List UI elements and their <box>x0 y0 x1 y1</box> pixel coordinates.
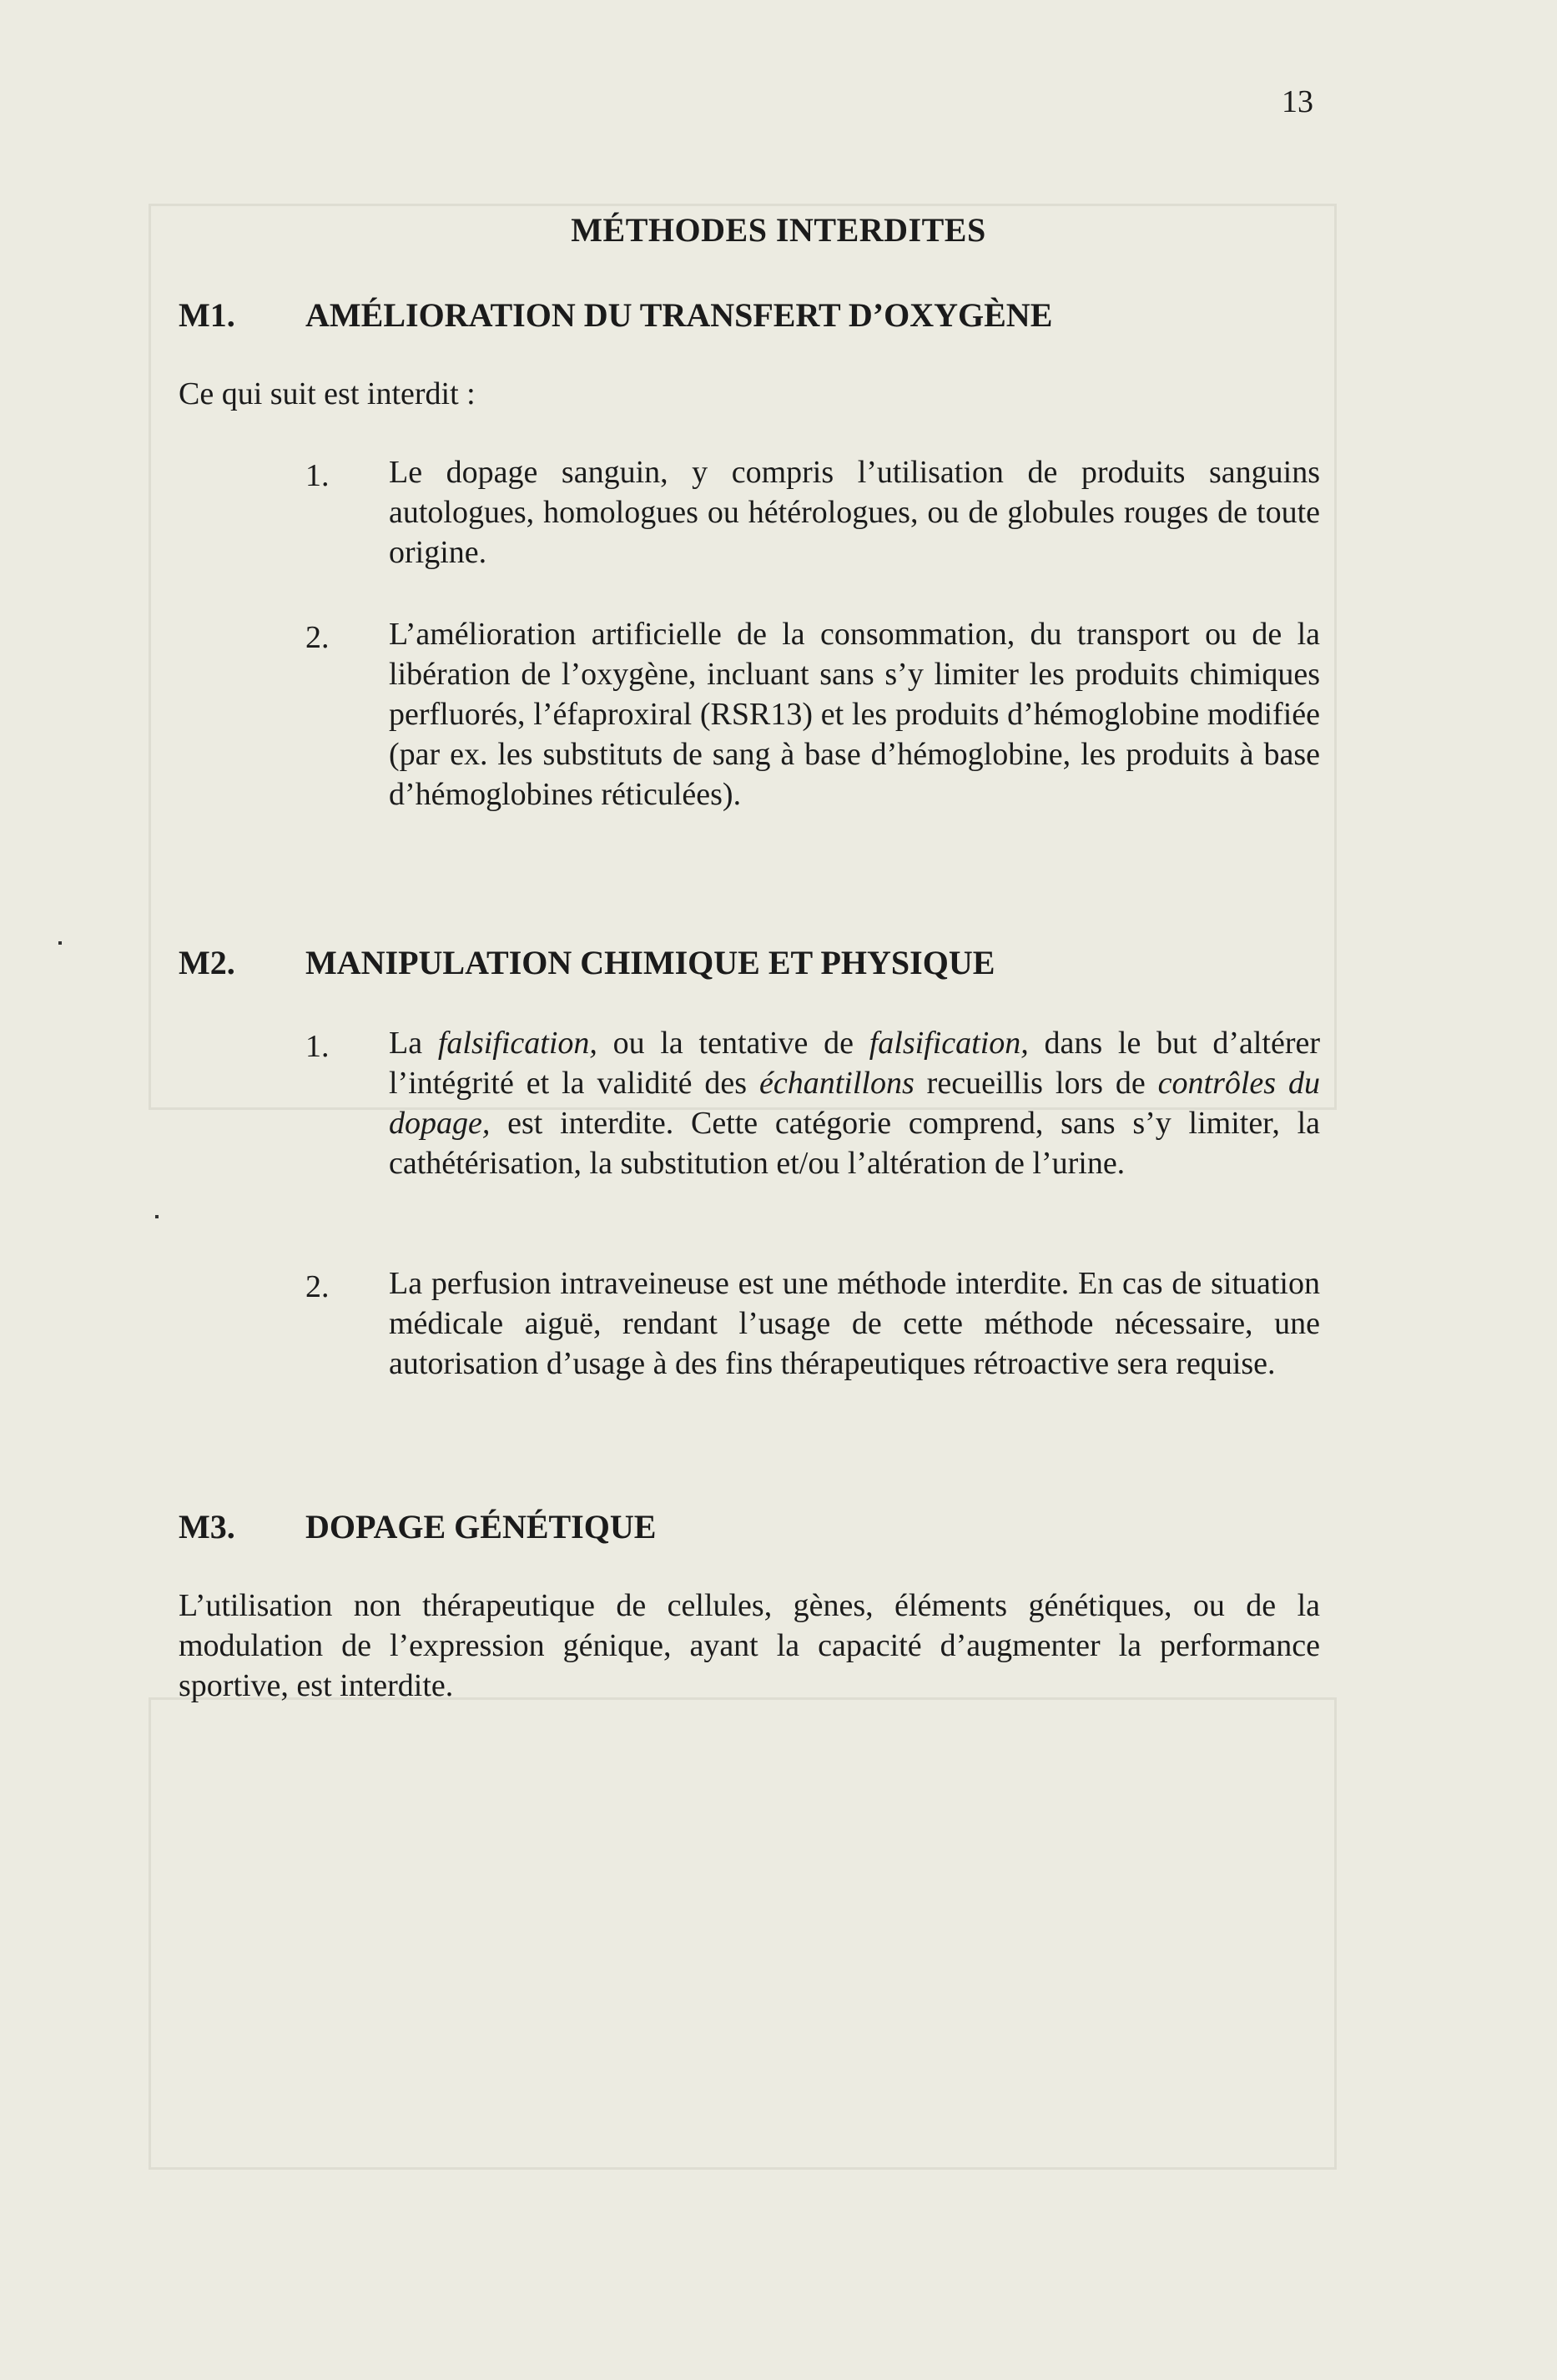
section-code-m2: M2. <box>179 944 235 981</box>
italic-term: falsification, <box>437 1026 597 1061</box>
page-title: MÉTHODES INTERDITES <box>571 211 986 249</box>
show-through-frame-lower <box>149 1697 1337 2170</box>
list-item-text: L’amélioration artificielle de la consommation, du transport ou de la libération de l’oxygène, incluant sans s’y limiter les produits chimiques perfluorés, l’éfaproxiral (RSR13) et les produits d’hémoglobine modifiée (par ex. les substituts de sang à base d’hémoglobine, les produits à base d’hémoglobines réticulées). <box>389 617 1320 812</box>
text-run: La <box>389 1026 438 1061</box>
section-code-m3: M3. <box>179 1508 235 1545</box>
section-title-m2: MANIPULATION CHIMIQUE ET PHYSIQUE <box>305 944 995 981</box>
section-title-m1: AMÉLIORATION DU TRANSFERT D’OXYGÈNE <box>305 296 1053 334</box>
list-item-text: La perfusion intraveineuse est une méthode interdite. En cas de situation médicale aiguë, rendant l’usage de cette méthode nécessaire, une autorisation d’usage à des fins thérapeutiques rétroactive sera requise. <box>389 1266 1320 1381</box>
list-item-number: 2. <box>305 1269 330 1304</box>
page-number: 13 <box>1282 84 1313 119</box>
section-text-m3: L’utilisation non thérapeutique de cellules, gènes, éléments génétiques, ou de la modulation de l’expression génique, ayant la capacité d’augmenter la performance sportive, est interdite. <box>179 1588 1320 1703</box>
list-item-number: 1. <box>305 458 330 493</box>
text-run: ou la tentative de <box>597 1026 869 1061</box>
text-run: est interdite. Cette catégorie comprend, sans s’y limiter, la cathétérisation, la substitution et/ou l’altération de l’urine. <box>389 1106 1320 1181</box>
margin-mark <box>155 1215 159 1218</box>
section-code-m1: M1. <box>179 296 235 334</box>
italic-term: contrôles du dopage, <box>389 1066 1321 1141</box>
italic-term: falsification, <box>869 1026 1029 1061</box>
text-run: dans le but d’altérer l’intégrité et la validité des <box>389 1026 1321 1101</box>
list-item-number: 2. <box>305 620 330 655</box>
section-title-m3: DOPAGE GÉNÉTIQUE <box>305 1508 657 1545</box>
text-run: recueillis lors de <box>914 1066 1158 1101</box>
list-item-text: Le dopage sanguin, y compris l’utilisation de produits sanguins autologues, homologues ou hétérologues, ou de globules rouges de toute origine. <box>389 455 1320 570</box>
list-item-text <box>389 1023 1320 1183</box>
list-item-number: 1. <box>305 1029 330 1064</box>
section-intro-m1: Ce qui suit est interdit : <box>179 376 476 411</box>
italic-term: échantillons <box>758 1066 915 1101</box>
margin-mark <box>58 941 62 945</box>
